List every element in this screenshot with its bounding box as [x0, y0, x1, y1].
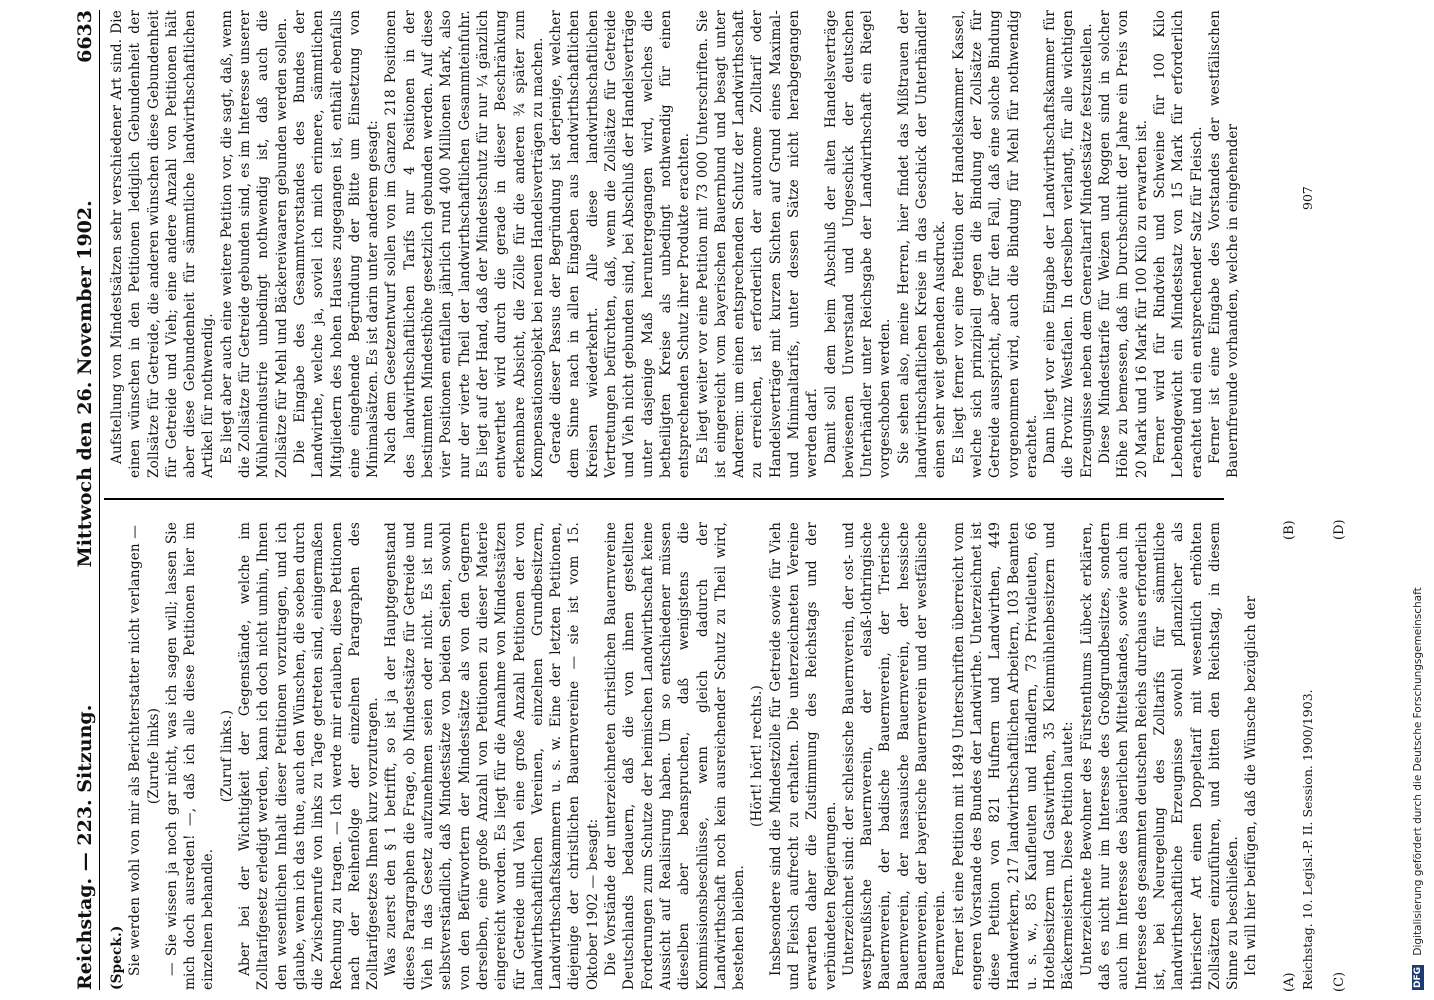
right-paragraph: Es liegt aber auch eine weitere Petition vor, die sagt, daß, wenn die Zollsätze für Getreide gebunden sind, es im Interesse unserer Mühlenindustrie unbedingt nothwendig ist, daß auch die Zollsätze für Mehl und Bäckereiwaaren gebunden werden sollen. — [218, 10, 290, 478]
margin-mark-a: (A) — [1282, 972, 1297, 992]
column-divider — [104, 498, 1224, 500]
rotated-page — [60, 10, 1360, 990]
funding-text: Digitalisierung gefördert durch die Deutsche Forschungsgemeinschaft — [1412, 587, 1424, 956]
left-paragraph: Unterzeichnet sind: der schlesische Bauernverein, der ost- und westpreußische Bauernverein, der elsaß-lothringische Bauernverein, der badische Bauernverein, der Trierische Bauernverein, der nassauische Bauernverein, der hessische Bauernverein, der bayerische Bauernverein und der westfälische Bauernverein. — [840, 522, 949, 990]
speaker-label: (Speck.) — [109, 925, 125, 990]
right-paragraph: Sie sehen also, meine Herren, hier findet das Mißtrauen der landwirthschaftlichen Kreise in das Geschick der Unterhändler einen sehr weit gehenden Ausdruck. — [895, 10, 949, 478]
right-paragraph: Die Eingabe des Gesammtvorstandes des Bundes der Landwirthe, welche ja, soviel ich mich erinnere, sämmtlichen Mitgliedern des hohen Hauses zugegangen ist, enthält ebenfalls eine eingehende Begründung der Bitte um Einsetzung von Minimalsätzen. Es ist darin unter anderem gesagt: — [291, 10, 382, 478]
interjection: (Hört! hört! rechts.) — [749, 685, 766, 827]
right-paragraph: Ferner ist eine Eingabe des Vorstandes der westfälischen Bauernfreunde vorhanden, welche in eingehender — [1206, 10, 1242, 478]
quoted-petition: Diese Mindesttarife für Weizen und Roggen sind in solcher Höhe zu bemessen, daß im Durchschnitt der Jahre ein Preis von 20 Mark und 16 Mark für 100 Kilo zu erwarten ist. — [1097, 10, 1150, 478]
quoted-petition: Insbesondere sind die Mindestzölle für Getreide sowie für Vieh und Fleisch aufrecht zu erhalten. Die unterzeichneten Vereine erwarten daher die Zustimmung des Reichstags und der verbündeten Regierungen. — [767, 522, 839, 990]
left-paragraph: Ferner ist eine Petition mit 1849 Unterschriften überreicht vom engeren Vorstande des Bundes der Landwirthe. Unterzeichnet ist diese Petition von 821 Hufnern und Landwirthen, 449 Handwerkern, 217 landwirthschaftlichen Arbeitern, 103 Beamten u. s. w., 85 Kaufleuten und Händlern, 73 Privatleuten, 66 Hotelbesitzern und Gastwirthen, 35 Kleinmühlenbesitzern und Bäckermeistern. Diese Petition lautet: — [950, 522, 1077, 990]
running-head — [60, 10, 100, 990]
right-column — [108, 10, 1268, 478]
right-paragraph: Dann liegt vor eine Eingabe der Landwirthschaftskammer für die Provinz Westfalen. In derselben verlangt, für alle wichtigen Erzeugnisse neben dem Generaltarif Mindestsätze festzustellen. — [1042, 10, 1095, 478]
interjection: (Zuruf links.) — [218, 709, 235, 803]
quoted-petition: Damit soll dem beim Abschluß der alten Handelsverträge bewiesenen Unverstand und Ungeschick der deutschen Unterhändler unter Reichsgabe der Landwirthschaft ein Riegel vorgeschoben werden. — [822, 10, 894, 478]
page-number: 6633 — [74, 10, 96, 63]
margin-mark-d: (D) — [1332, 519, 1347, 540]
header-left: Reichstag. — 223. Sitzung. — [74, 704, 96, 990]
footer-session: Reichstag. 10. Legisl.-P. II. Session. 1900/1903. — [1300, 689, 1315, 990]
margin-mark-c: (C) — [1332, 971, 1347, 992]
quoted-petition: Die Vorstände der unterzeichneten christlichen Bauernvereine Deutschlands bedauern, daß die von ihnen gestellten Forderungen zum Schutze der heimischen Landwirthschaft keine Aussicht auf Realisirung haben. Um so entschiedener müssen dieselben aber beanspruchen, daß wenigstens die Kommissionsbeschlüsse, wenn gleich dadurch der Landwirthschaft noch kein ausreichender Schutz zu Theil wird, bestehen bleiben. — [603, 522, 748, 990]
quoted-petition: Unterzeichnete Bewohner des Fürstenthums Lübeck erklären, daß es nicht nur im Interesse des Großgrundbesitzes, sondern auch im Interesse des bäuerlichen Mittelstandes, sowie auch im Interesse des gesammten deutschen Reichs durchaus erforderlich ist, bei Neuregelung des Zolltarifs für sämmtliche landwirthschaftliche Erzeugnisse sowohl pflanzlicher als thierischer Art einen Doppeltarif mit wesentlich erhöhten Zollsätzen einzuführen, und bitten den Reichstag, in diesem Sinne zu beschließen. — [1078, 522, 1242, 990]
left-paragraph: Aber bei der Wichtigkeit der Gegenstände, welche im Zolltarifgesetz erledigt werden, kann ich doch nicht umhin, Ihnen den wesentlichen Inhalt dieser Petitionen vorzutragen, und ich glaube, wenn ich das thue, auch den Wünschen, die soeben durch die Zwischenrufe von links zu Tage getreten sind, einigermaßen Rechnung zu tragen. — Ich werde mir erlauben, diese Petitionen nach der Reihenfolge der einzelnen Paragraphen des Zolltarifgesetzes Ihnen kurz vorzutragen. — [237, 522, 382, 990]
right-paragraph: Aufstellung von Mindestsätzen sehr verschiedener Art sind. Die einen wünschen in den Petitionen lediglich Gebundenheit der Zollsätze für Getreide, die anderen wünschen diese Gebundenheit für Getreide und Vieh; eine andere Anzahl von Petitionen hält aber diese Gebundenheit für sämmtliche landwirthschaftlichen Artikel für nothwendig. — [109, 10, 217, 478]
quoted-petition: Nach dem Gesetzentwurf sollen von im Ganzen 218 Positionen des landwirthschaftlichen Tarifs nur 4 Positionen in der bestimmten Mindesthöhe gesetzlich gebunden werden. Auf diese vier Positionen entfallen jährlich rund 400 Millionen Mark, also nur der vierte Theil der landwirthschaftlichen Gesammteinfuhr. Es liegt auf der Hand, daß der Mindestschutz für nur ¼ gänzlich entwerthet wird durch die gerade in dieser Beschränkung erkennbare Absicht, die Zölle für die anderen ¾ später zum Kompensationsobjekt bei neuen Handelsverträgen zu machen. — [383, 10, 546, 478]
left-paragraph: Ich will hier beifügen, daß die Wünsche bezüglich der — [1243, 595, 1260, 976]
page-footer — [1300, 10, 1315, 990]
digitization-note — [1412, 10, 1428, 990]
right-paragraph: Gerade dieser Passus der Begründung ist derjenige, welcher dem Sinne nach in allen Eingaben aus landwirthschaftlichen Kreisen wiederkehrt. Alle diese landwirthschaftlichen Vertretungen befürchten, daß, wenn die Zollsätze für Getreide und Vieh nicht gebunden sind, bei Abschluß der Handelsverträge unter dasjenige Maß heruntergegangen wird, welches die betheiligten Kreise als unbedingt nothwendig für einen entsprechenden Schutz ihrer Produkte erachten. — [548, 10, 693, 478]
margin-mark-b: (B) — [1282, 520, 1297, 540]
left-paragraph: Was zuerst den § 1 betrifft, so ist ja der Hauptgegenstand dieses Paragraphen die Frage, ob Mindestsätze für Getreide und Vieh in das Gesetz aufzunehmen seien oder nicht. Es ist nun selbstverständlich, daß Mindestsätze von beiden Seiten, sowohl von den Befürwortern der Mindestsätze als von den Gegnern derselben, eine große Anzahl von Petitionen zu dieser Materie eingereicht worden. Es liegt für die Annahme von Mindestsätzen für Getreide und Vieh eine große Anzahl Petitionen der von landwirthschaftlichen Vereinen, einzelnen Grundbesitzern, Landwirthschaftskammern u. s. w. Eine der letzten Petitionen, diejenige der christlichen Bauernvereine — sie ist vom 15. Oktober 1902 — besagt: — [383, 522, 601, 990]
right-paragraph: Es liegt ferner vor eine Petition der Handelskammer Kassel, welche sich prinzipiell gegen die Bindung der Zollsätze für Getreide ausspricht, aber für den Fall, daß eine solche Bindung vorgenommen wird, auch die Bindung für Mehl für nothwendig erachtet. — [950, 10, 1040, 478]
left-paragraph: Sie werden wohl von mir als Berichterstatter nicht verlangen — — [127, 524, 144, 976]
left-paragraph: — Sie wissen ja noch gar nicht, was ich sagen will; lassen Sie mich doch ausreden! —, daß ich alle diese Petitionen hier im einzelnen behandle. — [163, 522, 217, 990]
interjection: (Zurufe links) — [145, 707, 162, 805]
right-paragraph: Es liegt weiter vor eine Petition mit 73 000 Unterschriften. Sie ist eingereicht vom bayerischen Bauernbund und besagt unter Anderem: um einen entsprechenden Schutz der Landwirthschaft zu erreichen, ist erforderlich der autonome Zolltarif oder Handelsverträge mit kurzen Sichten auf Grund eines Maximal- und Minimaltarifs, unter dessen Sätze nicht herabgegangen werden darf. — [694, 10, 821, 478]
sheet-signature: 907 — [1300, 186, 1315, 210]
right-paragraph: Ferner wird für Rindvieh und Schweine für 100 Kilo Lebendgewicht ein Mindestsatz von 15 Mark für erforderlich erachtet und ein entsprechender Satz für Fleisch. — [1151, 10, 1205, 478]
dfg-logo: DFG — [1413, 966, 1423, 988]
header-date: Mittwoch den 26. November 1902. — [74, 200, 96, 568]
left-column — [108, 522, 1268, 990]
